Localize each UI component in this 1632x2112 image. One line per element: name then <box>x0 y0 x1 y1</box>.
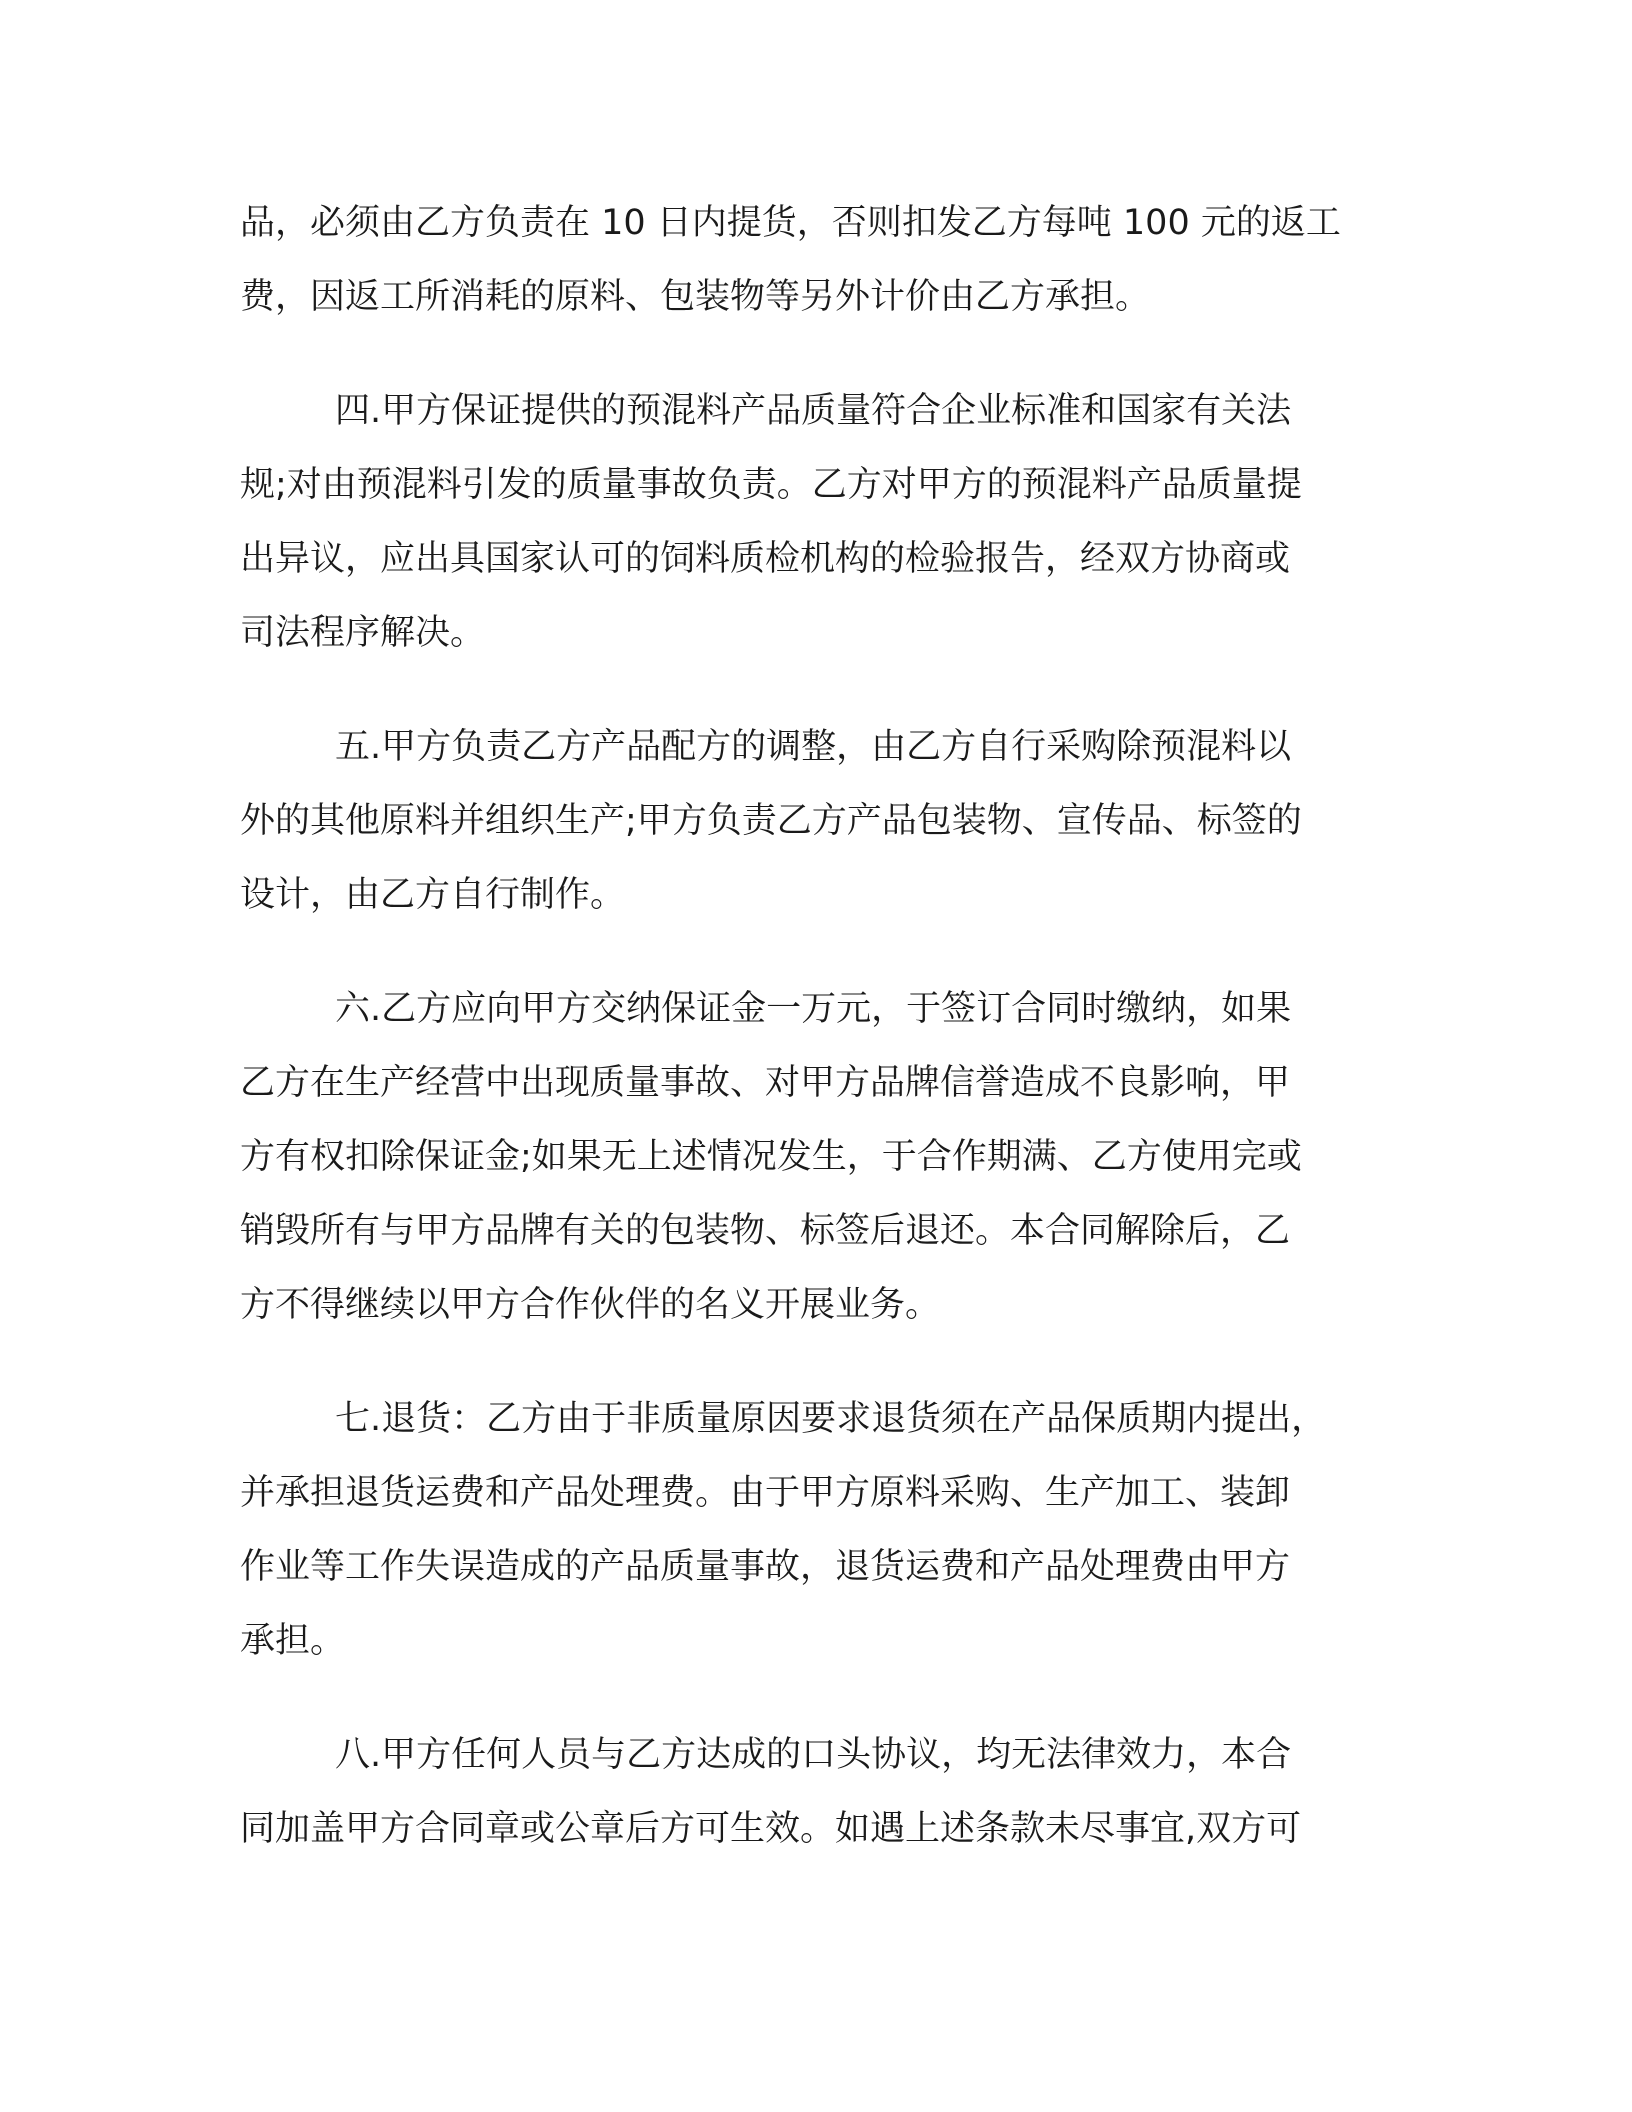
text-line: 方有权扣除保证金;如果无上述情况发生，于合作期满、乙方使用完或 <box>240 1137 1302 1177</box>
text-line: 四.甲方保证提供的预混料产品质量符合企业标准和国家有关法 <box>335 391 1292 431</box>
text-line: 八.甲方任何人员与乙方达成的口头协议，均无法律效力，本合 <box>335 1735 1292 1775</box>
text-line: 规;对由预混料引发的质量事故负责。乙方对甲方的预混料产品质量提 <box>240 465 1302 505</box>
text-line: 并承担退货运费和产品处理费。由于甲方原料采购、生产加工、装卸 <box>240 1473 1291 1513</box>
text-line: 同加盖甲方合同章或公章后方可生效。如遇上述条款未尽事宜,双方可 <box>240 1809 1302 1849</box>
text-line: 司法程序解决。 <box>240 613 486 653</box>
paragraph-clause-6 <box>240 972 1400 1342</box>
text-line: 费，因返工所消耗的原料、包装物等另外计价由乙方承担。 <box>240 277 1151 317</box>
text-line: 品，必须由乙方负责在 10 日内提货，否则扣发乙方每吨 100 元的返工 <box>240 203 1341 243</box>
text-line: 出异议，应出具国家认可的饲料质检机构的检验报告，经双方协商或 <box>240 539 1291 579</box>
paragraph-clause-5 <box>240 710 1400 932</box>
text-line: 六.乙方应向甲方交纳保证金一万元，于签订合同时缴纳，如果 <box>335 989 1292 1029</box>
text-line: 外的其他原料并组织生产;甲方负责乙方产品包装物、宣传品、标签的 <box>240 801 1302 841</box>
paragraph-clause-4 <box>240 374 1400 670</box>
document-body <box>240 186 1400 1906</box>
paragraph-clause-8 <box>240 1718 1400 1866</box>
text-line: 销毁所有与甲方品牌有关的包装物、标签后退还。本合同解除后，乙 <box>240 1211 1291 1251</box>
text-line: 乙方在生产经营中出现质量事故、对甲方品牌信誉造成不良影响，甲 <box>240 1063 1291 1103</box>
text-line: 七.退货：乙方由于非质量原因要求退货须在产品保质期内提出， <box>335 1399 1327 1439</box>
text-line: 承担。 <box>240 1621 346 1661</box>
text-line: 方不得继续以甲方合作伙伴的名义开展业务。 <box>240 1285 941 1325</box>
paragraph-continuation <box>240 186 1400 334</box>
paragraph-clause-7 <box>240 1382 1400 1678</box>
text-line: 五.甲方负责乙方产品配方的调整，由乙方自行采购除预混料以 <box>335 727 1292 767</box>
text-line: 作业等工作失误造成的产品质量事故，退货运费和产品处理费由甲方 <box>240 1547 1291 1587</box>
text-line: 设计，由乙方自行制作。 <box>240 875 626 915</box>
